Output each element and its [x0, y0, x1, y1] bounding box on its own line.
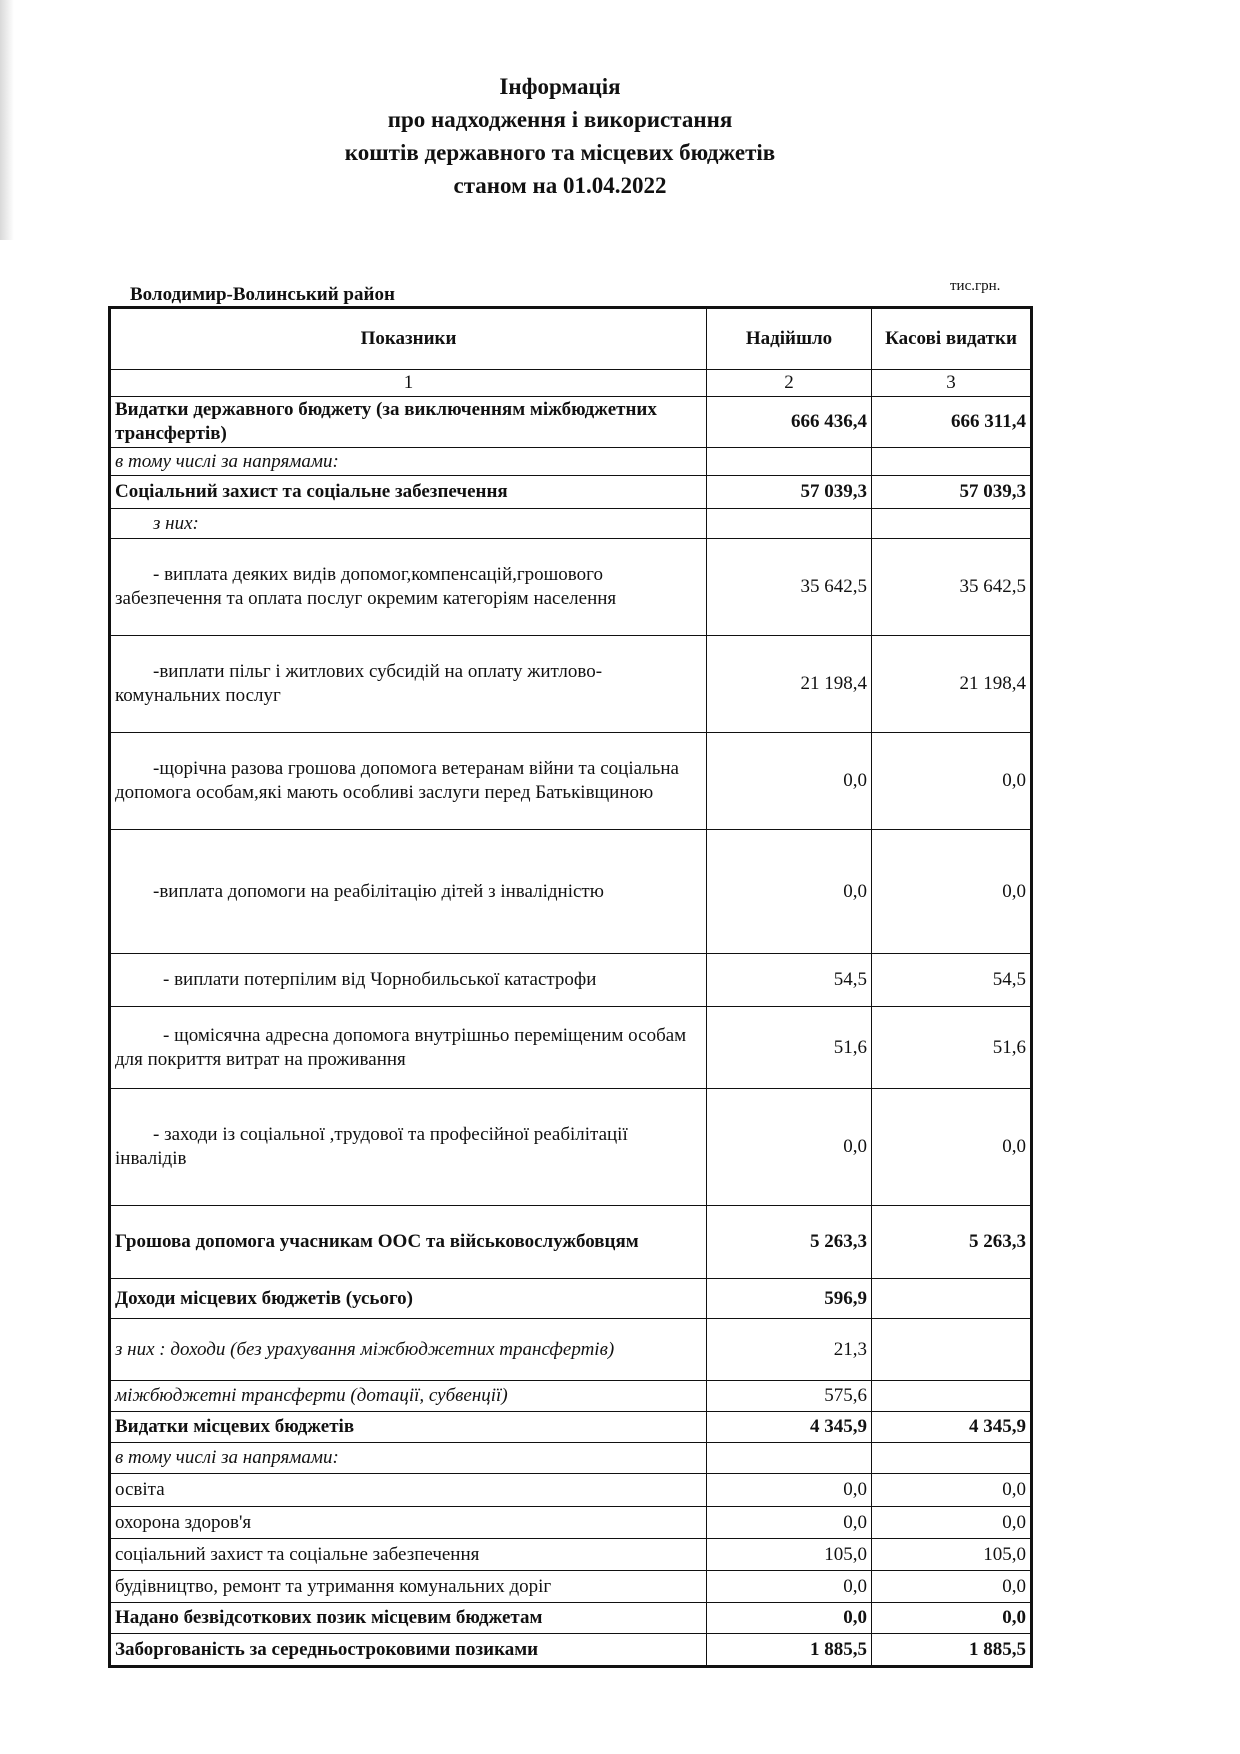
- row-received: 0,0: [707, 1603, 872, 1634]
- row-received: 21 198,4: [707, 636, 872, 733]
- row-label: - виплата деяких видів допомог,компенсацій,грошового забезпечення та оплата послуг окремим категоріям населення: [110, 539, 707, 636]
- row-spent: [872, 1279, 1032, 1319]
- row-received: [707, 448, 872, 476]
- row-spent: 105,0: [872, 1539, 1032, 1571]
- row-spent: [872, 1381, 1032, 1412]
- title-line-1: Інформація: [499, 74, 621, 99]
- row-label: -виплата допомоги на реабілітацію дітей з інвалідністю: [110, 830, 707, 954]
- row-spent: 0,0: [872, 1603, 1032, 1634]
- row-received: 1 885,5: [707, 1634, 872, 1667]
- column-number-row: [110, 370, 1032, 397]
- row-spent: 1 885,5: [872, 1634, 1032, 1667]
- row-label: Видатки державного бюджету (за виключенням міжбюджетних трансфертів): [110, 397, 707, 448]
- row-received: 0,0: [707, 1474, 872, 1507]
- table-row: [110, 1206, 1032, 1279]
- table-row: [110, 397, 1032, 448]
- row-label: Доходи місцевих бюджетів (усього): [110, 1279, 707, 1319]
- row-spent: 5 263,3: [872, 1206, 1032, 1279]
- table-row: [110, 509, 1032, 539]
- row-label: Грошова допомога учасникам ООС та військовослужбовцям: [110, 1206, 707, 1279]
- table-row: [110, 1412, 1032, 1443]
- row-spent: 0,0: [872, 1089, 1032, 1206]
- row-received: 35 642,5: [707, 539, 872, 636]
- row-label: освіта: [110, 1474, 707, 1507]
- row-received: 596,9: [707, 1279, 872, 1319]
- row-spent: 0,0: [872, 830, 1032, 954]
- table-row: [110, 733, 1032, 830]
- row-label: з них : доходи (без урахування міжбюджетних трансфертів): [110, 1319, 707, 1381]
- row-received: 4 345,9: [707, 1412, 872, 1443]
- row-label: - щомісячна адресна допомога внутрішньо переміщеним особам для покриття витрат на проживання: [110, 1007, 707, 1089]
- row-received: 0,0: [707, 1571, 872, 1603]
- table-row: [110, 830, 1032, 954]
- row-received: [707, 1443, 872, 1474]
- row-spent: 0,0: [872, 1571, 1032, 1603]
- row-received: [707, 509, 872, 539]
- unit-label: тис.грн.: [950, 278, 1001, 294]
- row-received: 0,0: [707, 1507, 872, 1539]
- row-received: 21,3: [707, 1319, 872, 1381]
- row-spent: 35 642,5: [872, 539, 1032, 636]
- row-spent: 4 345,9: [872, 1412, 1032, 1443]
- table-row: [110, 1571, 1032, 1603]
- row-label: будівництво, ремонт та утримання комунальних доріг: [110, 1571, 707, 1603]
- row-received: 0,0: [707, 733, 872, 830]
- table-row: [110, 1507, 1032, 1539]
- row-received: 54,5: [707, 954, 872, 1007]
- row-label: Надано безвідсоткових позик місцевим бюджетам: [110, 1603, 707, 1634]
- column-number: 1: [110, 370, 707, 397]
- row-spent: 666 311,4: [872, 397, 1032, 448]
- row-received: 105,0: [707, 1539, 872, 1571]
- column-number: 2: [707, 370, 872, 397]
- table-row: [110, 636, 1032, 733]
- table-row: [110, 1443, 1032, 1474]
- document-title: [0, 70, 1120, 202]
- table-row: [110, 1319, 1032, 1381]
- header-spent: Касові видатки: [872, 308, 1032, 370]
- budget-table: [108, 306, 1033, 1668]
- table-row: [110, 1539, 1032, 1571]
- table-row: [110, 1089, 1032, 1206]
- row-label: в тому числі за напрямами:: [110, 448, 707, 476]
- title-line-3: коштів державного та місцевих бюджетів: [344, 140, 776, 165]
- row-label: - виплати потерпілим від Чорнобильської катастрофи: [110, 954, 707, 1007]
- row-received: 5 263,3: [707, 1206, 872, 1279]
- header-row: [110, 308, 1032, 370]
- district-name: Володимир-Волинський район: [130, 284, 395, 305]
- row-received: 575,6: [707, 1381, 872, 1412]
- table-row: [110, 448, 1032, 476]
- row-spent: [872, 448, 1032, 476]
- row-label: соціальний захист та соціальне забезпечення: [110, 1539, 707, 1571]
- row-label: міжбюджетні трансферти (дотації, субвенції): [110, 1381, 707, 1412]
- row-label: в тому числі за напрямами:: [110, 1443, 707, 1474]
- row-spent: 51,6: [872, 1007, 1032, 1089]
- row-spent: 0,0: [872, 733, 1032, 830]
- row-label: Заборгованість за середньостроковими позиками: [110, 1634, 707, 1667]
- row-received: 57 039,3: [707, 476, 872, 509]
- table-row: [110, 1603, 1032, 1634]
- row-spent: 0,0: [872, 1507, 1032, 1539]
- row-received: 51,6: [707, 1007, 872, 1089]
- column-number: 3: [872, 370, 1032, 397]
- row-received: 0,0: [707, 1089, 872, 1206]
- table-row: [110, 954, 1032, 1007]
- title-line-4: станом на 01.04.2022: [453, 173, 667, 198]
- row-spent: [872, 509, 1032, 539]
- row-label: -виплати пільг і житлових субсидій на оплату житлово-комунальних послуг: [110, 636, 707, 733]
- header-received: Надійшло: [707, 308, 872, 370]
- row-spent: 0,0: [872, 1474, 1032, 1507]
- row-label: охорона здоров'я: [110, 1507, 707, 1539]
- table-row: [110, 1007, 1032, 1089]
- row-spent: 21 198,4: [872, 636, 1032, 733]
- table-row: [110, 1634, 1032, 1667]
- table-row: [110, 1474, 1032, 1507]
- row-spent: [872, 1319, 1032, 1381]
- table-row: [110, 1279, 1032, 1319]
- row-received: 666 436,4: [707, 397, 872, 448]
- title-line-2: про надходження і використання: [387, 107, 733, 132]
- header-indicators: Показники: [110, 308, 707, 370]
- row-spent: 54,5: [872, 954, 1032, 1007]
- table-row: [110, 476, 1032, 509]
- row-label: Видатки місцевих бюджетів: [110, 1412, 707, 1443]
- row-received: 0,0: [707, 830, 872, 954]
- row-label: з них:: [110, 509, 707, 539]
- row-spent: 57 039,3: [872, 476, 1032, 509]
- table-row: [110, 539, 1032, 636]
- row-spent: [872, 1443, 1032, 1474]
- row-label: - заходи із соціальної ,трудової та професійної реабілітації інвалідів: [110, 1089, 707, 1206]
- table-row: [110, 1381, 1032, 1412]
- row-label: Соціальний захист та соціальне забезпечення: [110, 476, 707, 509]
- row-label: -щорічна разова грошова допомога ветеранам війни та соціальна допомога особам,які мають особливі заслуги перед Батьківщиною: [110, 733, 707, 830]
